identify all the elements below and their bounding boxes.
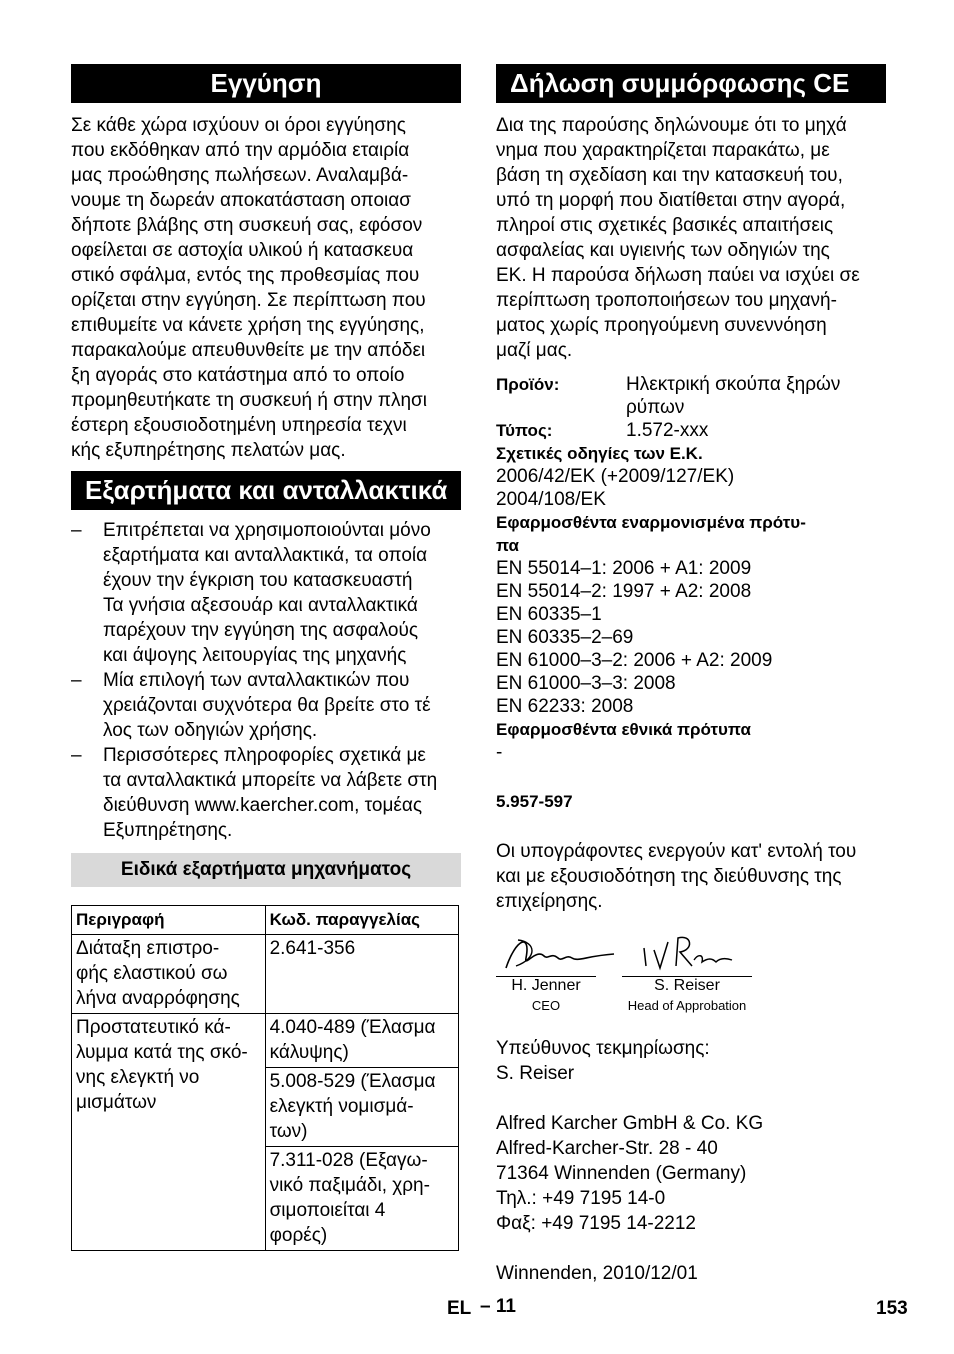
table-cell-description: Διάταξη επιστρο- φής ελαστικού σω λήνα αναρρόφησης	[72, 935, 266, 1014]
table-cell-order-no: 4.040-489 (Έλασμα κάλυψης)	[265, 1014, 458, 1068]
product-row	[496, 373, 886, 419]
table-cell-order-no: 7.311-028 (Εξαγω- νικό παξιμάδι, χρη- σιμοποιείται 4 φορές)	[265, 1147, 458, 1251]
national-standards-label: Εφαρμοσθέντα εθνικά πρότυπα	[496, 720, 751, 739]
type-label: Τύπος:	[496, 421, 553, 440]
ce-declaration-heading: Δήλωση συμμόρφωσης CE	[496, 64, 886, 103]
handwritten-signature-icon	[632, 928, 742, 976]
signatory-name: H. Jenner	[496, 976, 596, 995]
left-column	[71, 64, 461, 1251]
signatories-text: Οι υπογράφοντες ενεργούν κατ' εντολή του και με εξουσιοδότηση της διεύθυνσης της επιχείρησης.	[496, 841, 857, 912]
warranty-heading: Εγγύηση	[71, 64, 461, 103]
table-cell-order-no: 2.641-356	[265, 935, 458, 1014]
list-item: – Επιτρέπεται να χρησιμοποιούνται μόνο εξαρτήματα και ανταλλακτικά, τα οποία έχουν την έγκριση του κατασκευαστή Τα γνήσια αξεσουάρ και ανταλλακτικά παρέχουν την εγγύηση της ασφαλούς και άψογης λειτουργίας της μηχανής	[71, 518, 461, 668]
place-date: Winnenden, 2010/12/01	[496, 1263, 698, 1284]
list-item: – Μία επιλογή των ανταλλακτικών που χρειάζονται συχνότερα θα βρείτε στο τέ λος των οδηγιών χρήσης.	[71, 668, 461, 743]
table-cell-order-no: 5.008-529 (Έλασμα ελεγκτή νομισμά- των)	[265, 1068, 458, 1147]
table-row	[72, 935, 459, 1014]
signatory-name: S. Reiser	[622, 976, 752, 995]
signatory-role: Head of Approbation	[627, 998, 747, 1013]
national-standards-value: -	[496, 742, 503, 763]
footer-section-page: – 11	[480, 1296, 516, 1317]
harmonised-standards-label: Εφαρμοσθέντα εναρμονισμένα πρότυ-	[496, 513, 806, 532]
accessories-heading: Εξαρτήματα και ανταλλακτικά	[71, 471, 461, 510]
parts-table	[71, 905, 459, 1251]
column-header-description: Περιγραφή	[72, 906, 266, 935]
signatures	[496, 928, 886, 1018]
signature-reiser	[622, 928, 752, 1015]
warranty-text: Σε κάθε χώρα ισχύουν οι όροι εγγύησης που εκδόθηκαν από την αρμόδια εταιρία μας προώθησης πωλήσεων. Αναλαμβά- νουμε τη δωρεάν αποκατάσταση οποιασ δήποτε βλάβης στη συσκευή σας, εφόσον οφείλεται σε αστοχία υλικού ή κατασκευα στικό σφάλμα, εντός της προθεσμίας που ορίζεται στην εγγύηση. Σε περίπτωση που επιθυμείτε να κάνετε χρήση της εγγύησης, παρακαλούμε απευθυνθείτε με την απόδει ξη αγοράς στο κατάστημα από το οποίο προμηθευτήκατε τη συσκευή ή στην πλησι έστερη εξουσιοδοτημένη υπηρεσία τεχνι κής εξυπηρέτησης πελατών μας.	[71, 115, 427, 461]
type-value: 1.572-xxx	[626, 420, 709, 441]
signature-jenner	[496, 928, 596, 1015]
list-item: – Περισσότερες πληροφορίες σχετικά με τα ανταλλακτικά μπορείτε να λάβετε στη διεύθυνση www.kaercher.com, τομέας Εξυπηρέτησης.	[71, 743, 461, 843]
type-row	[496, 419, 886, 442]
table-row	[72, 1014, 459, 1068]
directives-label: Σχετικές οδηγίες των Ε.Κ.	[496, 444, 703, 463]
special-accessories-heading: Ειδικά εξαρτήματα μηχανήματος	[71, 853, 461, 887]
company-address: Alfred Karcher GmbH & Co. KG Alfred-Karcher-Str. 28 - 40 71364 Winnenden (Germany) Τηλ.: +49 7195 14-0 Φαξ: +49 7195 14-2212	[496, 1113, 764, 1234]
table-cell-description: Προστατευτικό κά- λυμμα κατά της σκό- νης ελεγκτή νο μισμάτων	[72, 1014, 266, 1251]
table-header-row	[72, 906, 459, 935]
footer-language: EL	[447, 1298, 472, 1319]
footer-page-number: 153	[876, 1298, 908, 1319]
product-value: Ηλεκτρική σκούπα ξηρών ρύπων	[626, 374, 841, 418]
ce-intro-text: Δια της παρούσης δηλώνουμε ότι το μηχά νημα που χαρακτηρίζεται παρακάτω, με βάση τη σχεδίαση και την κατασκευή του, υπό τη μορφή που διατίθεται στην αγορά, πληροί στις σχετικές βασικές απαιτήσεις ασφαλείας και υγιεινής των οδηγιών της ΕΚ. Η παρούσα δήλωση παύει να ισχύει σε περίπτωση τροποποιήσεων του μηχανή- ματος χωρίς προηγούμενη συνεννόηση μαζί μας.	[496, 115, 860, 361]
accessories-list	[71, 518, 461, 843]
documentation-responsible: Υπεύθυνος τεκμηρίωσης: S. Reiser	[496, 1038, 710, 1084]
product-label: Προϊόν:	[496, 375, 560, 394]
ce-specification: Προϊόν: Ηλεκτρική σκούπα ξηρών ρύπων Τύπος: 1.572-xxx Σχετικές οδηγίες των Ε.Κ. 2006/42/ΕΚ (+2009/127/ΕΚ) 2004/108/ΕΚ Εφαρμοσθέντα εναρμονισμένα πρότυ- πα EN 55014–1: 2006 + A1: 2009 EN 55014–2: 1997 + A2: 2008 EN 60335–1 EN 60335–2–69 EN 61000–3–2: 2006 + A2: 2009 EN 61000–3–3: 2008 EN 62233: 2008 Εφαρμοσθέντα εθνικά πρότυπα - 5.957-597	[496, 373, 886, 813]
document-number: 5.957-597	[496, 792, 573, 811]
column-header-order-no: Κωδ. παραγγελίας	[265, 906, 458, 935]
handwritten-signature-icon	[496, 928, 616, 976]
signatory-role: CEO	[531, 998, 561, 1013]
right-column	[496, 64, 886, 1286]
